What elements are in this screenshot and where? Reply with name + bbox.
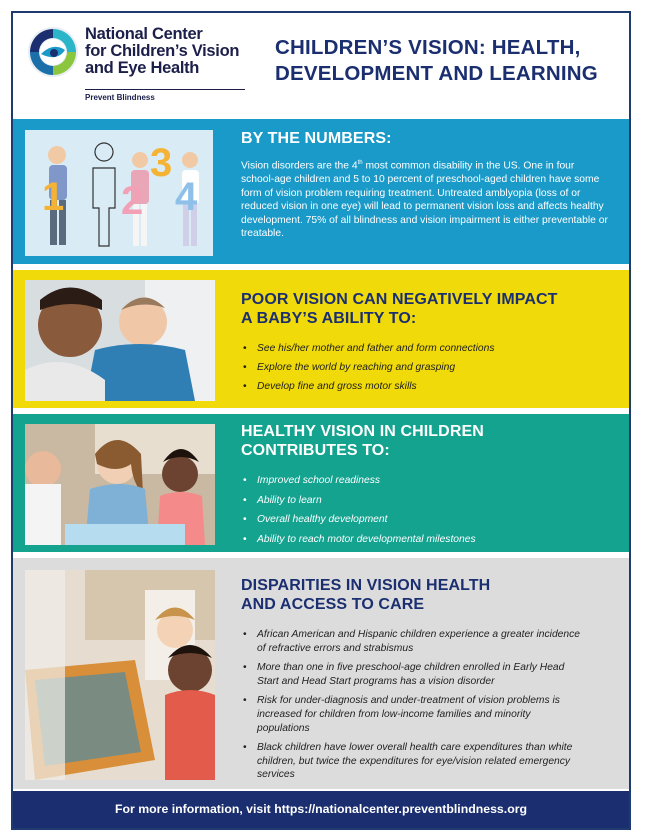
teacher-children-photo xyxy=(25,424,215,545)
children-reading-photo xyxy=(25,570,215,780)
poor-vision-list xyxy=(241,342,495,399)
healthy-vision-section xyxy=(13,414,629,552)
list-item: • Ability to reach motor developmental milestones xyxy=(241,533,476,553)
logo-divider xyxy=(85,89,245,90)
by-the-numbers-section xyxy=(13,119,629,264)
list-item: • African American and Hispanic children experience a greater incidence of refractive errors and strabismus xyxy=(241,628,586,655)
page-title: CHILDREN’S VISION: HEALTH, DEVELOPMENT AND LEARNING xyxy=(275,36,598,85)
list-item: • Develop fine and gross motor skills xyxy=(241,380,495,399)
number-2: 2 xyxy=(121,179,144,223)
list-item: • Ability to learn xyxy=(241,494,476,514)
poor-vision-title: POOR VISION CAN NEGATIVELY IMPACT A BABY’S ABILITY TO: xyxy=(241,291,558,327)
fact-sheet-page xyxy=(11,11,631,830)
eye-logo-icon xyxy=(27,26,79,78)
list-item: • Risk for under-diagnosis and under-treatment of vision problems is increased for children from low-income families and minority populations xyxy=(241,694,586,735)
disparities-section xyxy=(13,558,629,789)
list-item: • Explore the world by reaching and grasping xyxy=(241,361,495,380)
poor-vision-section xyxy=(13,270,629,408)
father-baby-photo xyxy=(25,280,215,401)
by-the-numbers-title: BY THE NUMBERS: xyxy=(241,130,392,147)
list-item: • More than one in five preschool-age children enrolled in Early Head Start and Head Start programs has a vision disorder xyxy=(241,661,586,688)
children-numbers-photo xyxy=(25,130,213,256)
list-item: • See his/her mother and father and form connections xyxy=(241,342,495,361)
logo-subtitle: Prevent Blindness xyxy=(85,93,155,102)
list-item: • Overall healthy development xyxy=(241,513,476,533)
header xyxy=(13,13,629,116)
list-item: • Black children have lower overall health care expenditures than white children, but twice the expenditures for eye/vision related emergency services xyxy=(241,741,586,782)
organization-name: National Center for Children’s Vision and Eye Health xyxy=(85,25,240,77)
by-the-numbers-text: Vision disorders are the 4th most common disability in the US. One in four school-age children and 5 to 10 percent of preschool-aged children have some form of vision problem requiring treatment. Untreated amblyopia (loss of or reduced vision in one eye) will lead to permanent vision loss and affects healthy development. 75% of all blindness and vision impairment is either preventable or treatable. xyxy=(241,160,608,240)
disparities-title: DISPARITIES IN VISION HEALTH AND ACCESS TO CARE xyxy=(241,577,491,613)
number-3: 3 xyxy=(150,141,173,185)
number-4: 4 xyxy=(175,175,198,219)
list-item: • Improved school readiness xyxy=(241,474,476,494)
healthy-vision-title: HEALTHY VISION IN CHILDREN CONTRIBUTES TO: xyxy=(241,423,484,459)
number-1: 1 xyxy=(42,175,65,219)
healthy-vision-list xyxy=(241,474,476,552)
footer-info-link[interactable]: For more information, visit https://nationalcenter.preventblindness.org xyxy=(13,791,629,828)
disparities-list xyxy=(241,628,586,788)
